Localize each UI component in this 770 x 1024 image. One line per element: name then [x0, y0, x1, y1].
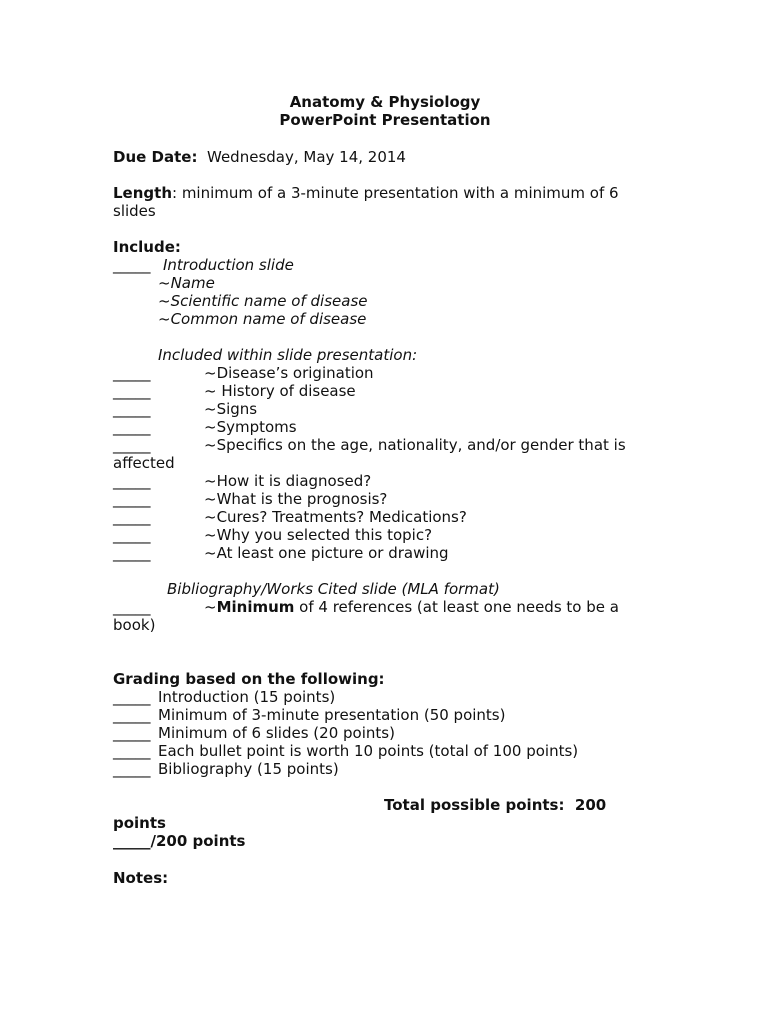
grading-heading: Grading based on the following:	[113, 670, 385, 688]
due-date-value: Wednesday, May 14, 2014	[207, 148, 406, 166]
blank-item: _____	[113, 382, 151, 400]
length-line	[113, 184, 619, 202]
grading-item: Bibliography (15 points)	[158, 760, 339, 778]
total-possible-points: Total possible points: 200	[384, 796, 607, 814]
presentation-item: ~Signs	[204, 400, 258, 418]
length-text-wrap: slides	[113, 202, 156, 220]
blank-grading: _____	[113, 742, 151, 760]
bib-prefix: ~	[204, 598, 217, 616]
blank-item: _____	[113, 364, 151, 382]
presentation-item: ~Symptoms	[204, 418, 297, 436]
intro-slide-label: Introduction slide	[163, 256, 294, 274]
presentation-item: ~Disease’s origination	[204, 364, 374, 382]
blank-item: _____	[113, 508, 151, 526]
presentation-item: ~At least one picture or drawing	[204, 544, 449, 562]
grading-item: Introduction (15 points)	[158, 688, 336, 706]
blank-grading: _____	[113, 688, 151, 706]
total-points-wrap: points	[113, 814, 166, 832]
grading-item: Each bullet point is worth 10 points (total of 100 points)	[158, 742, 579, 760]
length-text: : minimum of a 3-minute presentation with a minimum of 6	[172, 184, 619, 202]
blank-grading: _____	[113, 760, 151, 778]
blank-item: _____	[113, 526, 151, 544]
presentation-item: ~What is the prognosis?	[204, 490, 388, 508]
presentation-item-wrap: affected	[113, 454, 175, 472]
due-date-label: Due Date:	[113, 148, 198, 166]
blank-grading: _____	[113, 724, 151, 742]
intro-item-common: ~Common name of disease	[158, 310, 367, 328]
blank-bibliography: _____	[113, 598, 151, 616]
intro-item-name: ~Name	[158, 274, 215, 292]
presentation-item: ~ History of disease	[204, 382, 356, 400]
grading-item: Minimum of 6 slides (20 points)	[158, 724, 395, 742]
include-heading: Include:	[113, 238, 181, 256]
presentation-item: ~Specifics on the age, nationality, and/or gender that is	[204, 436, 626, 454]
blank-grading: _____	[113, 706, 151, 724]
score-line: _____/200 points	[113, 832, 246, 850]
bibliography-wrap: book)	[113, 616, 156, 634]
bib-rest: of 4 references (at least one needs to be a	[294, 598, 619, 616]
intro-item-scientific: ~Scientific name of disease	[158, 292, 368, 310]
blank-item: _____	[113, 418, 151, 436]
bibliography-heading: Bibliography/Works Cited slide (MLA format)	[167, 580, 500, 598]
blank-item: _____	[113, 490, 151, 508]
bibliography-requirement	[204, 598, 619, 616]
blank-intro: _____	[113, 256, 151, 274]
notes-label: Notes:	[113, 869, 169, 887]
grading-item: Minimum of 3-minute presentation (50 points)	[158, 706, 506, 724]
length-label: Length	[113, 184, 172, 202]
title-line-2: PowerPoint Presentation	[279, 111, 491, 129]
bib-minimum: Minimum	[216, 598, 295, 616]
presentation-item: ~How it is diagnosed?	[204, 472, 372, 490]
blank-item: _____	[113, 436, 151, 454]
blank-item: _____	[113, 472, 151, 490]
blank-item: _____	[113, 400, 151, 418]
presentation-item: ~Why you selected this topic?	[204, 526, 433, 544]
included-within-heading: Included within slide presentation:	[158, 346, 418, 364]
title-line-1: Anatomy & Physiology	[289, 93, 481, 111]
presentation-item: ~Cures? Treatments? Medications?	[204, 508, 467, 526]
blank-item: _____	[113, 544, 151, 562]
due-date-line	[113, 148, 406, 166]
